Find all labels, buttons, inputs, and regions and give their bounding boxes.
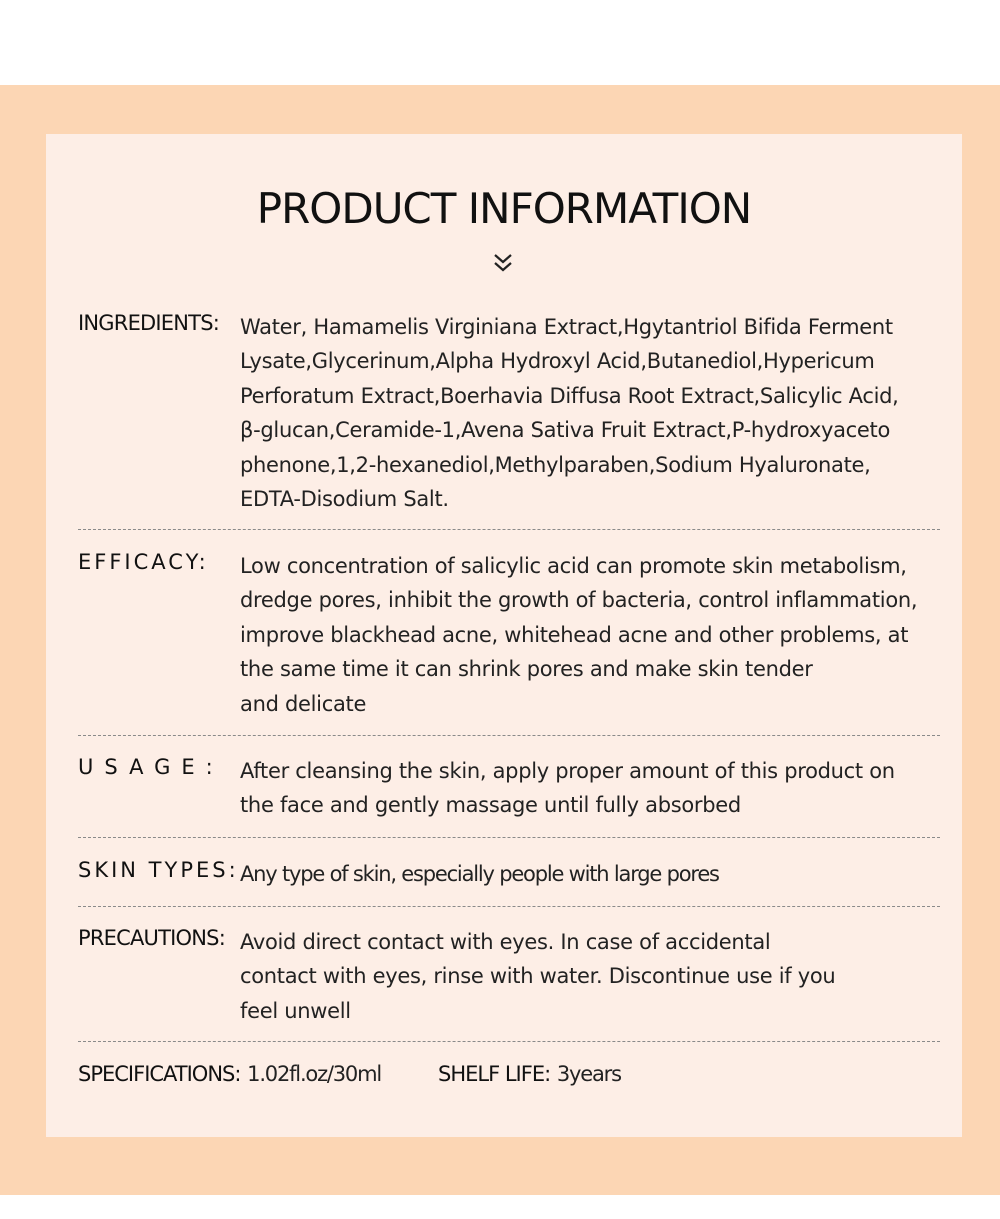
efficacy-line: and delicate bbox=[240, 691, 367, 716]
efficacy-line: Low concentration of salicylic acid can promote skin metabolism, bbox=[240, 554, 907, 578]
precautions-line: feel unwell bbox=[240, 998, 351, 1023]
shelf-life-value: 3years bbox=[556, 1062, 621, 1086]
section-divider bbox=[78, 1041, 940, 1042]
skin-types-label: SKIN TYPES: bbox=[78, 858, 239, 882]
ingredients-value bbox=[240, 310, 952, 516]
efficacy-line: the same time it can shrink pores and make skin tender bbox=[240, 657, 813, 682]
shelf-life-label: SHELF LIFE: bbox=[438, 1062, 551, 1086]
section-divider bbox=[78, 837, 940, 838]
skin-types-value bbox=[240, 857, 952, 891]
section-divider bbox=[78, 529, 940, 530]
precautions-line: contact with eyes, rinse with water. Discontinue use if you bbox=[240, 964, 836, 989]
product-info-panel bbox=[46, 134, 962, 1137]
specifications-value: 1.02fl.oz/30ml bbox=[247, 1062, 381, 1086]
precautions-value bbox=[240, 925, 952, 1028]
ingredients-label: INGREDIENTS: bbox=[78, 311, 220, 335]
usage-line: the face and gently massage until fully absorbed bbox=[240, 793, 741, 818]
ingredients-line: Water, Hamamelis Virginiana Extract,Hgytantriol Bifida Ferment bbox=[240, 315, 893, 339]
ingredients-line: Lysate,Glycerinum,Alpha Hydroxyl Acid,Butanediol,Hypericum bbox=[240, 349, 875, 374]
section-divider bbox=[78, 735, 940, 736]
ingredients-line: phenone,1,2-hexanediol,Methylparaben,Sodium Hyaluronate, bbox=[240, 452, 871, 477]
precautions-label: PRECAUTIONS: bbox=[78, 926, 225, 950]
usage-label: USAGE: bbox=[78, 755, 224, 779]
specifications-label: SPECIFICATIONS: bbox=[78, 1062, 241, 1086]
double-chevron-down-icon bbox=[492, 251, 514, 275]
efficacy-value bbox=[240, 549, 952, 721]
shelf-life-item bbox=[438, 1062, 621, 1086]
efficacy-label: EFFICACY: bbox=[78, 550, 209, 574]
specifications-item bbox=[78, 1062, 381, 1086]
usage-line: After cleansing the skin, apply proper amount of this product on bbox=[240, 759, 895, 783]
section-divider bbox=[78, 906, 940, 907]
specifications-row bbox=[78, 1062, 938, 1086]
page-title: PRODUCT INFORMATION bbox=[256, 184, 752, 233]
efficacy-line: improve blackhead acne, whitehead acne and other problems, at bbox=[240, 622, 909, 647]
efficacy-line: dredge pores, inhibit the growth of bacteria, control inflammation, bbox=[240, 588, 918, 613]
outer-frame bbox=[0, 85, 1000, 1195]
ingredients-line: Perforatum Extract,Boerhavia Diffusa Root Extract,Salicylic Acid, bbox=[240, 383, 899, 408]
ingredients-line: β-glucan,Ceramide-1,Avena Sativa Fruit Extract,P-hydroxyaceto bbox=[240, 418, 890, 443]
skin-types-line: Any type of skin, especially people with large pores bbox=[240, 862, 719, 886]
ingredients-line: EDTA-Disodium Salt. bbox=[240, 487, 449, 512]
precautions-line: Avoid direct contact with eyes. In case of accidental bbox=[240, 930, 771, 954]
usage-value bbox=[240, 754, 952, 823]
